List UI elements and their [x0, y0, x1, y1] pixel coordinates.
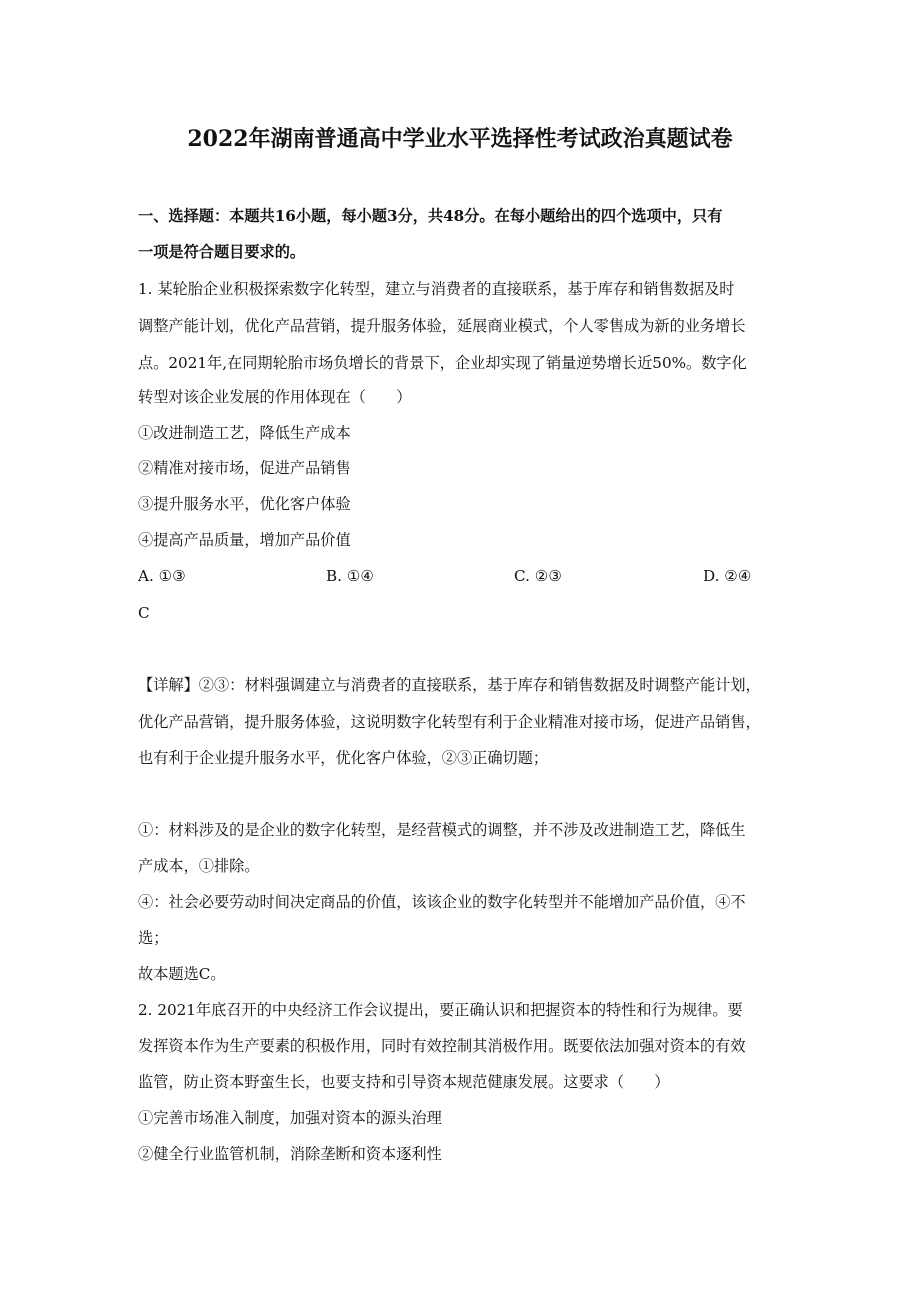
q2-stem-line-3: 监管，防止资本野蛮生长，也要支持和引导资本规范健康发展。这要求（ ）: [138, 1073, 670, 1091]
q1-conclusion: 故本题选C。: [138, 965, 226, 983]
q1-analysis-line-2: 优化产品营销，提升服务体验，这说明数字化转型有利于企业精准对接市场，促进产品销售，: [138, 713, 761, 731]
q1-analysis-line-1: 【详解】②③：材料强调建立与消费者的直接联系，基于库存和销售数据及时调整产能计划，: [138, 676, 761, 694]
q1-option-b: B. ①④: [326, 567, 375, 585]
q1-analysis2-line-1: ①：材料涉及的是企业的数字化转型，是经营模式的调整，并不涉及改进制造工艺，降低生: [138, 821, 746, 839]
q1-analysis2-line-2: 产成本，①排除。: [138, 857, 260, 875]
q2-stem-line-1: 2. 2021年底召开的中央经济工作会议提出，要正确认识和把握资本的特性和行为规律。要: [138, 1001, 743, 1019]
q1-item-1: ①改进制造工艺，降低生产成本: [138, 424, 351, 442]
q1-analysis2-line-4: 选；: [138, 929, 169, 947]
q1-stem-line-4: 转型对该企业发展的作用体现在（ ）: [138, 388, 412, 406]
q1-stem-line-2: 调整产能计划，优化产品营销，提升服务体验，延展商业模式，个人零售成为新的业务增长: [138, 317, 746, 335]
q1-analysis-line-3: 也有利于企业提升服务水平，优化客户体验，②③正确切题；: [138, 749, 549, 767]
q1-option-c: C. ②③: [514, 567, 562, 585]
q2-item-2: ②健全行业监管机制，消除垄断和资本逐利性: [138, 1145, 442, 1163]
q1-stem-line-3: 点。2021年,在同期轮胎市场负增长的背景下，企业却实现了销量逆势增长近50%。数字化: [138, 354, 747, 372]
q1-item-3: ③提升服务水平，优化客户体验: [138, 495, 351, 513]
q1-option-a: A. ①③: [138, 567, 186, 585]
page-title: 2022年湖南普通高中学业水平选择性考试政治真题试卷: [187, 126, 733, 152]
q2-stem-line-2: 发挥资本作为生产要素的积极作用，同时有效控制其消极作用。既要依法加强对资本的有效: [138, 1037, 746, 1055]
q1-item-2: ②精准对接市场，促进产品销售: [138, 459, 351, 477]
q2-item-1: ①完善市场准入制度，加强对资本的源头治理: [138, 1109, 442, 1127]
section-heading-line-1: 一、选择题：本题共16小题，每小题3分，共48分。在每小题给出的四个选项中，只有: [138, 207, 723, 225]
section-heading-line-2: 一项是符合题目要求的。: [138, 243, 306, 261]
q1-analysis2-line-3: ④：社会必要劳动时间决定商品的价值，该该企业的数字化转型并不能增加产品价值，④不: [138, 893, 746, 911]
q1-stem-line-1: 1. 某轮胎企业积极探索数字化转型，建立与消费者的直接联系，基于库存和销售数据及时: [138, 280, 735, 298]
q1-option-d: D. ②④: [703, 567, 752, 585]
q1-item-4: ④提高产品质量，增加产品价值: [138, 531, 351, 549]
q1-answer: C: [138, 604, 150, 622]
